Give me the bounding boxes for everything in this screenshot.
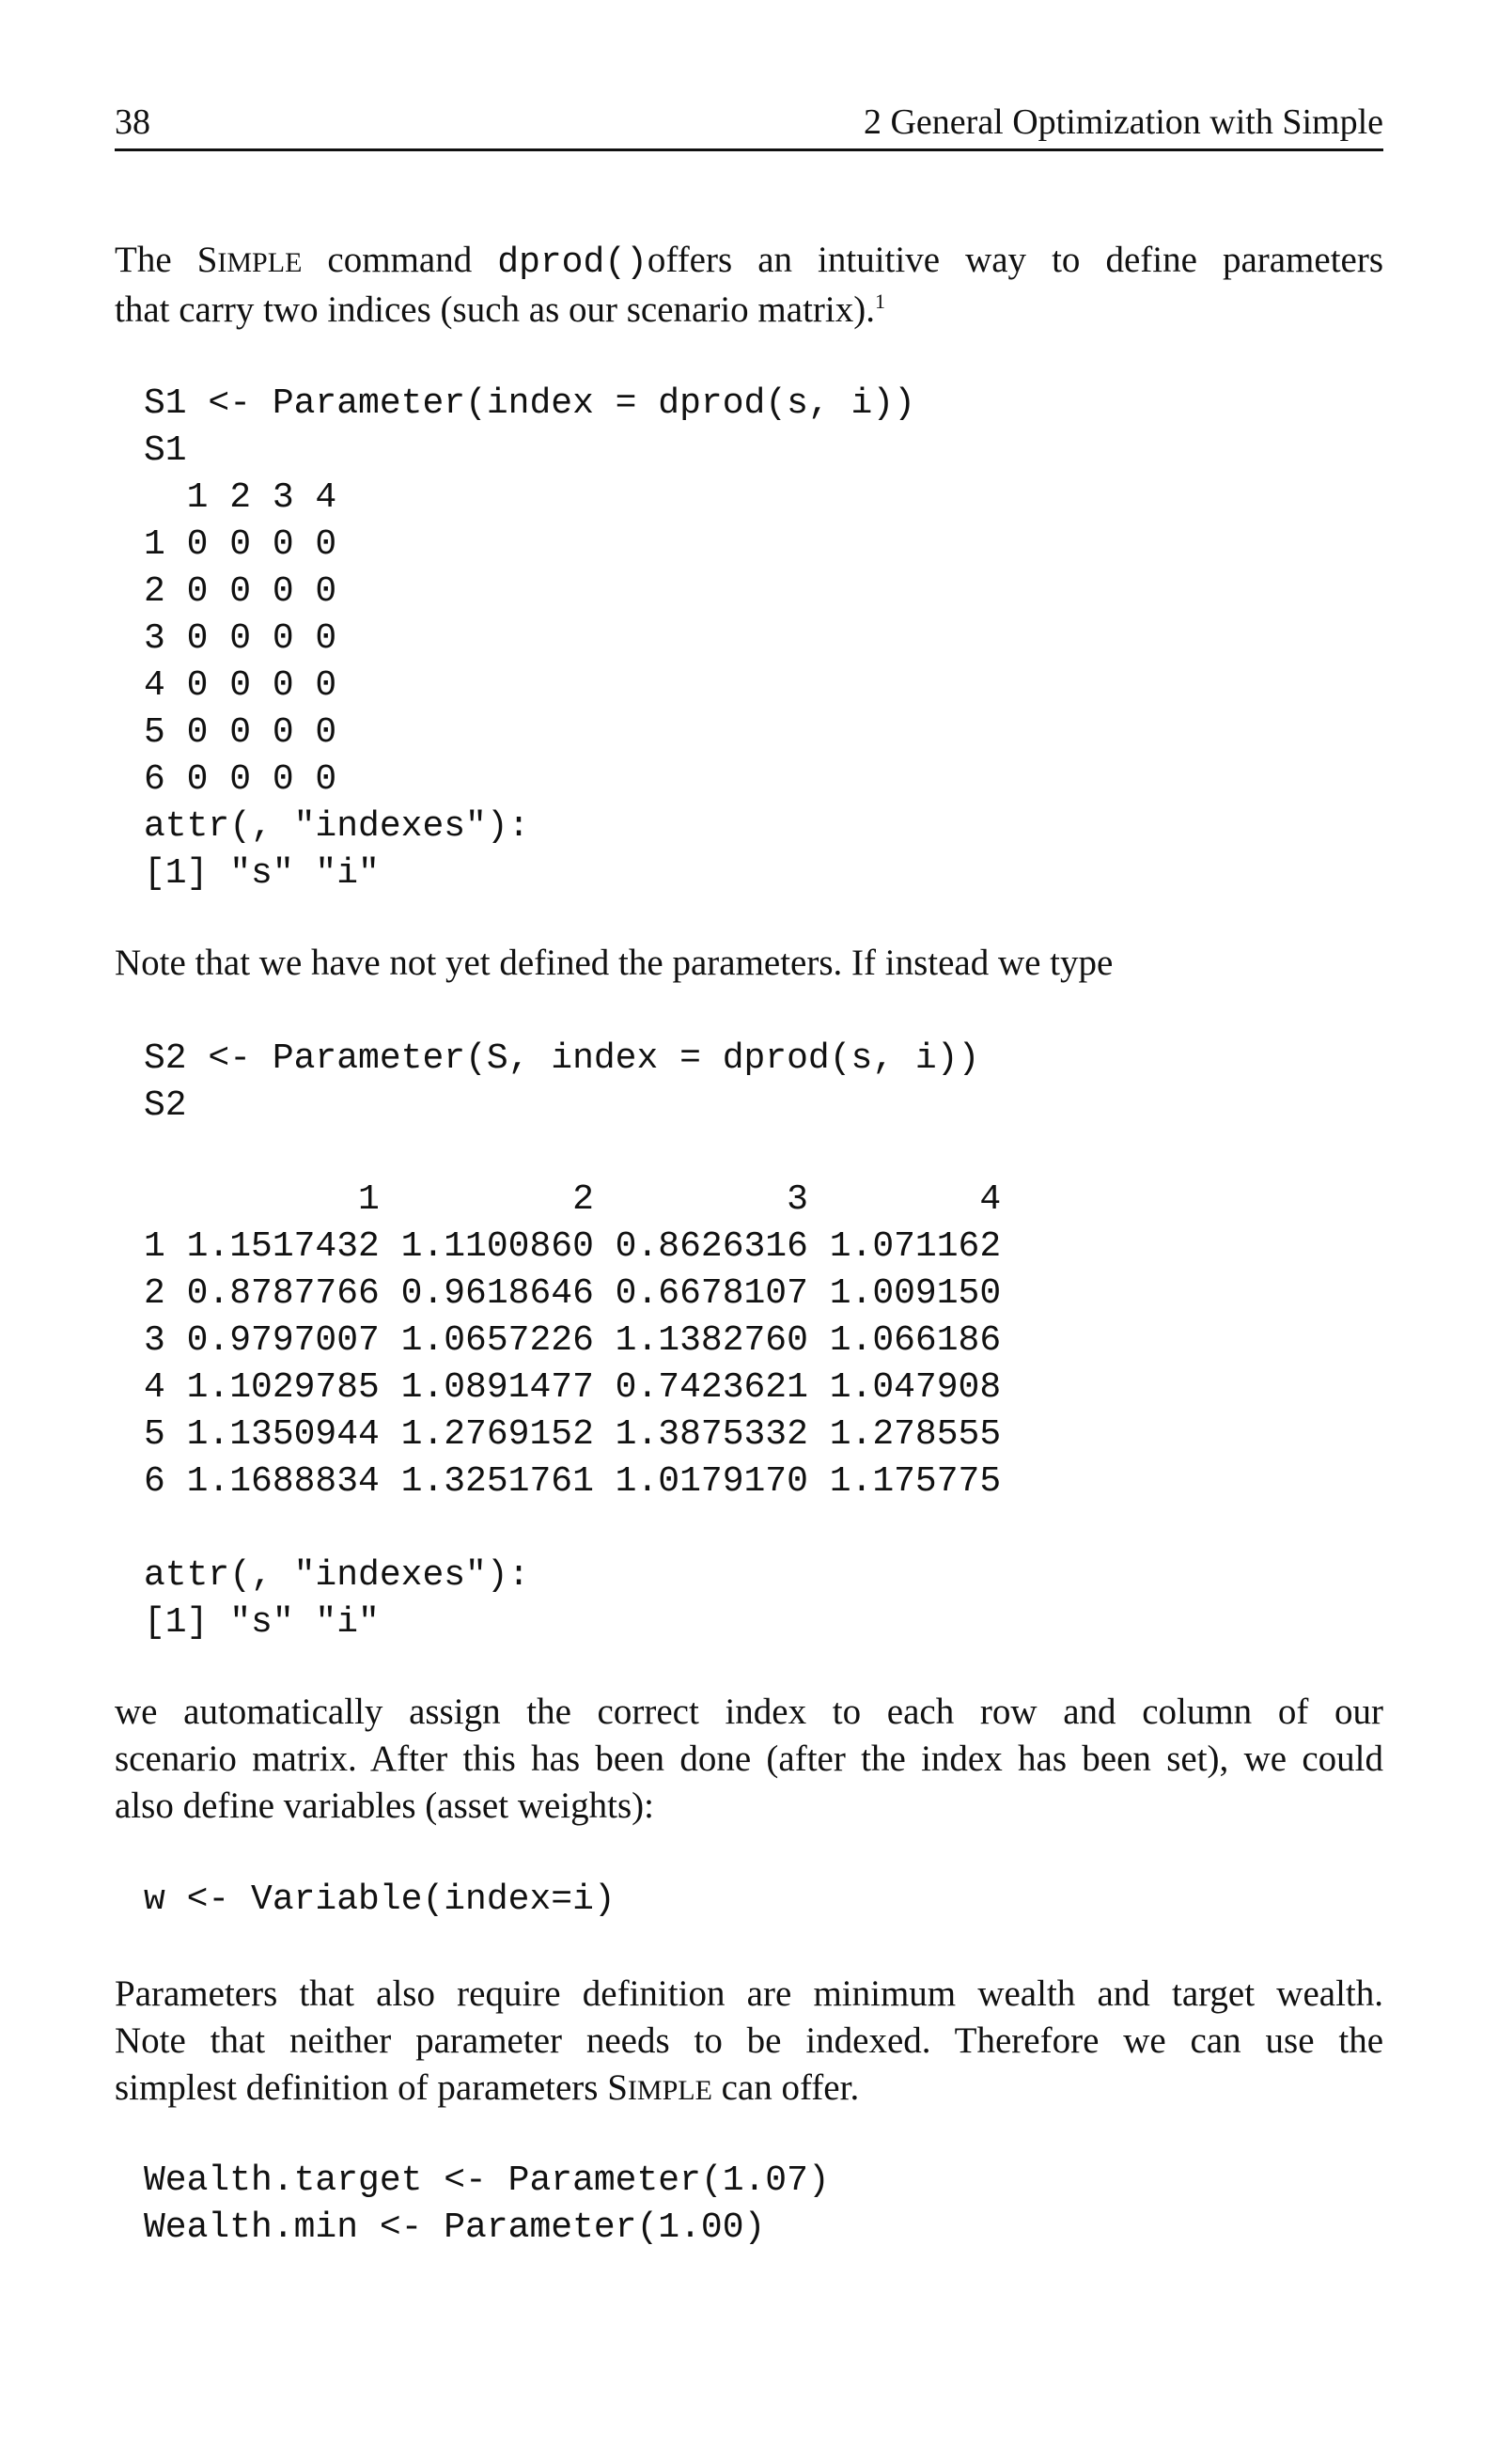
code-line: 2 0.8787766 0.9618646 0.6678107 1.009150 [144, 1273, 1002, 1314]
code-line: S1 [144, 430, 187, 471]
code-line: S2 [144, 1085, 187, 1126]
code-line: 1 2 3 4 [144, 477, 337, 518]
code-line: 4 1.1029785 1.0891477 0.7423621 1.047908 [144, 1367, 1002, 1408]
code-line: Wealth.min <- Parameter(1.00) [144, 2207, 766, 2248]
code-line: 3 0 0 0 0 [144, 618, 337, 659]
code-line: 1 1.1517432 1.1100860 0.8626316 1.071162 [144, 1226, 1002, 1267]
code-line: S2 <- Parameter(S, index = dprod(s, i)) [144, 1038, 980, 1079]
running-title: 2 General Optimization with Simple [863, 102, 1383, 142]
code-line: [1] "s" "i" [144, 1602, 380, 1643]
page-number: 38 [115, 102, 150, 142]
body-paragraph-2: we automatically assign the correct index to each row and column of our scenario matrix. After this has been done (after the index has been set), we could also define variables (asset weights): [115, 1692, 1383, 1826]
page-header [115, 101, 1383, 151]
code-line: 1 0 0 0 0 [144, 524, 337, 565]
code-line: [1] "s" "i" [144, 853, 380, 894]
code-line: Wealth.target <- Parameter(1.07) [144, 2160, 830, 2201]
code-line [144, 1505, 1001, 1552]
code-block-s1 [144, 381, 915, 897]
code-block-variable [144, 1877, 616, 1924]
code-line: 6 1.1688834 1.3251761 1.0179170 1.175775 [144, 1461, 1002, 1502]
code-line: 4 0 0 0 0 [144, 665, 337, 706]
code-line: 6 0 0 0 0 [144, 759, 337, 800]
code-block-s2 [144, 1036, 1001, 1646]
intro-paragraph [115, 237, 1383, 334]
inline-code-dprod: dprod() [497, 242, 648, 283]
code-line: 5 1.1350944 1.2769152 1.3875332 1.278555 [144, 1414, 1002, 1455]
code-line: attr(, "indexes"): [144, 806, 530, 847]
code-line: attr(, "indexes"): [144, 1555, 530, 1596]
code-line [144, 1130, 1001, 1177]
code-line: 5 0 0 0 0 [144, 712, 337, 753]
intro-line-2: that carry two indices (such as our scenario matrix).$^1$ [115, 289, 885, 330]
code-line: w <- Variable(index=i) [144, 1879, 616, 1920]
footnote-marker: 1 [874, 289, 885, 313]
body-paragraph-3: Parameters that also require definition are minimum wealth and target wealth. Note that neither parameter needs to be indexed. Therefore we can use the simplest definition of parameters SIMPLE can offer. [115, 1973, 1383, 2108]
code-line: 3 0.9797007 1.0657226 1.1382760 1.066186 [144, 1320, 1002, 1361]
code-line: 1 2 3 4 [144, 1179, 1002, 1220]
code-block-wealth [144, 2158, 830, 2252]
code-line: 2 0 0 0 0 [144, 571, 337, 612]
note-paragraph: Note that we have not yet defined the parameters. If instead we type [115, 943, 1114, 983]
intro-line-1: The SIMPLE command dprod()offers an intuitive way to define parameters [115, 240, 1384, 283]
code-line: S1 <- Parameter(index = dprod(s, i)) [144, 383, 915, 424]
